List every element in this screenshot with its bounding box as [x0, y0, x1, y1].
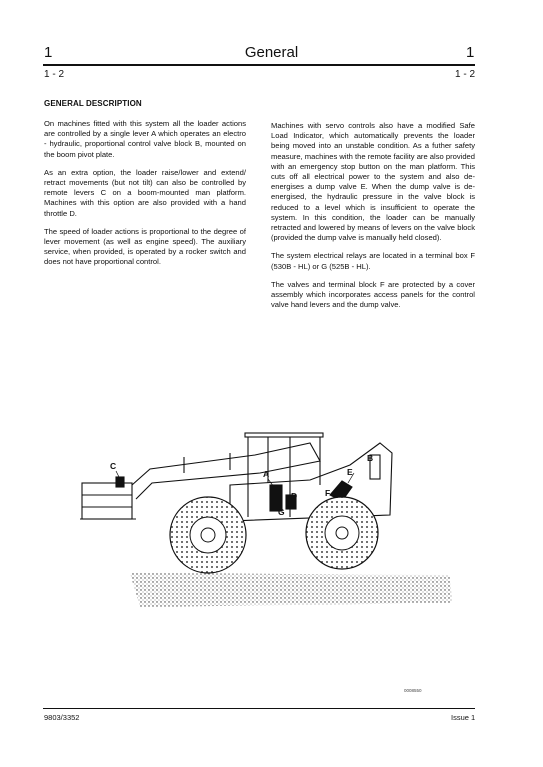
paragraph: As an extra option, the loader raise/lower and extend/ retract movements (but not tilt) can also be controlled by remote levers C on a boom-mounted man platform. Machines with this option are also provided with a hand throttle D. — [44, 167, 246, 218]
label-c: C — [110, 461, 117, 471]
page-title: General — [244, 44, 299, 61]
footer-rule — [43, 708, 475, 709]
publication-number: 9803/3352 — [44, 713, 80, 722]
rear-wheel — [306, 497, 378, 569]
issue-label: Issue 1 — [451, 713, 476, 722]
header-chapter-number-left: 1 — [44, 44, 53, 61]
left-text-column — [44, 119, 246, 276]
header-chapter-number-right: 1 — [466, 44, 475, 61]
paragraph: Machines with servo controls also have a modified Safe Load Indicator, which automatically prevents the loader being moved into an unstable condition. As a futher safety measure, machines with the remote facility are also provided with an emergency stop button on the man platform. This cuts off all electrical power to the system and also de-energises a dump valve E. When the dump valve is de-energised, the hydraulic pressure in the valve block is reduced to a level which is insufficient to operate the system. In this condition, the loader can be manually retracted and lowered by means of levers on the valve block (provided the dump valve is manually held closed). — [271, 121, 475, 243]
section-heading: GENERAL DESCRIPTION — [44, 99, 142, 108]
label-g: G — [278, 507, 285, 517]
paragraph: The valves and terminal block F are protected by a cover assembly which incorporates access panels for the control valve hand levers and the dump valve. — [271, 279, 475, 310]
label-a: A — [263, 469, 270, 479]
paragraph: On machines fitted with this system all the loader actions are controlled by a single lever A which operates an electro - hydraulic, proportional control valve block B, mounted on the boom pivot plate. — [44, 119, 246, 159]
right-text-column — [271, 121, 475, 318]
page-number-right: 1 - 2 — [455, 69, 476, 80]
fork-carriage — [80, 477, 136, 519]
label-d: D — [291, 491, 298, 501]
paragraph: The system electrical relays are located in a terminal box F (530B - HL) or G (525B - HL). — [271, 251, 475, 271]
label-b: B — [367, 453, 374, 463]
front-wheel — [170, 497, 246, 573]
paragraph: The speed of loader actions is proportional to the degree of lever movement (as well as engine speed). The auxiliary service, when provided, is operated by a rocker switch and does not have proportional control. — [44, 226, 246, 267]
drawing-reference-code: 0008550 — [404, 688, 422, 693]
header-rule — [43, 64, 475, 66]
ground-strip — [130, 573, 452, 607]
label-f: F — [325, 488, 331, 498]
telehandler-illustration — [80, 425, 470, 620]
label-e: E — [347, 467, 353, 477]
page-number-left: 1 - 2 — [44, 69, 65, 80]
